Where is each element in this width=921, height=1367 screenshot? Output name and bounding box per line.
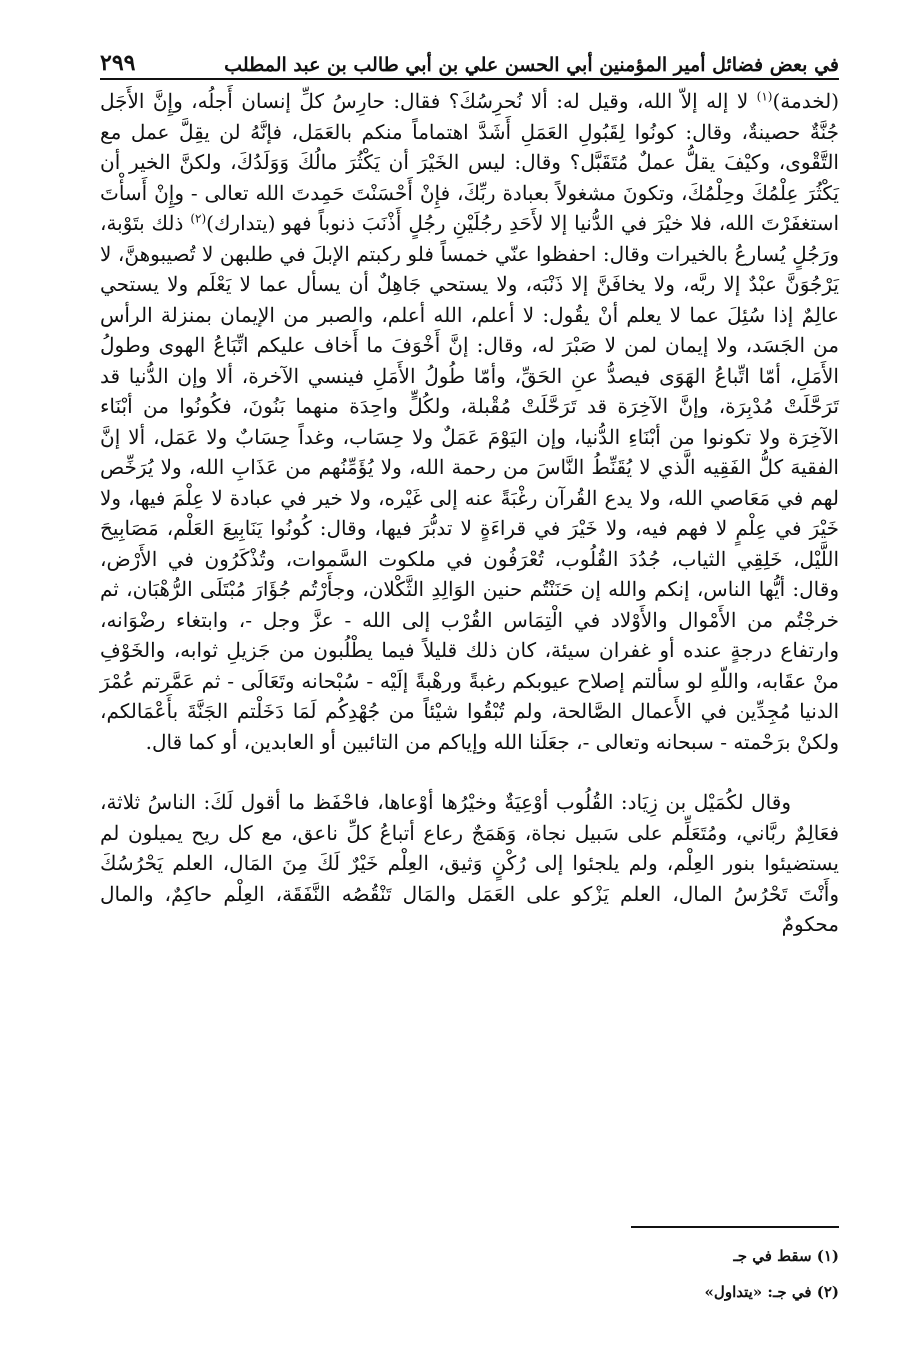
paragraph-2: وقال لكُمَيْل بن زِيَاد: القُلُوب أوْعِيَةٌ وخيْرُها أوْعاها، فاحْفَظ ما أقول لَكَ: الناسُ ثلاثة، فعَالِمٌ ربَّاني، ومُتَعَلِّم على سَبيل نجاة، وَهَمَجٌ رعاع أتباعُ كلِّ ناعق، مع كل ريح يميلون لم يستضيئوا بنور العِلْم، ولم يلجئوا إلى رُكْنٍ وَثيق، العِلْم خَيْرٌ لَكَ مِنَ المَال، العلم يَحْرُسُكَ وأَنْتَ تَحْرُسُ المال، العلم يَزْكو على العَمَل والمَال تَنْقُصُه النَّفَقَة، العِلْم حاكِمٌ، والمال محكومٌ: [100, 790, 840, 936]
footnote-1: (١) سقط في جـ: [733, 1247, 839, 1265]
running-head: [100, 44, 839, 76]
chapter-title: في بعض فضائل أمير المؤمنين أبي الحسن علي بن أبي طالب بن عبد المطلب: [224, 54, 839, 76]
paragraph-1-continuation: ذلك بتَوْبة، ورَجُلٍ يُسارعُ بالخيرات وقال: احفظوا عنّي خمساً فلو ركبتم الإبلَ في طلبهن لا تُصيبوهنَّ، لا يَرْجُوَنَّ عبْدٌ إلا ربَّه، ولا يخافَنَّ إلا ذَنْبَه، ولا يستحي جَاهِلٌ أن يسأل عما لا يَعْلَم ولا يستحي عالِمٌ إذا سُئِلَ عما لا يعلم أنْ يقُول: لا أعلم، الله أعلم، والصبر من الإيمان بمنزلة الرأس من الجَسَد، ولا إيمان لمن لا صَبْرَ له، وقال: إنَّ أَخْوَفَ ما أَخاف عليكم اتِّبَاعُ الهوى وطولُ الأَمَلِ، أمّا اتِّباعُ الهَوَى فيصدُّ عنِ الحَقِّ، وأمّا طُولُ الأَمَلِ فينسي الآخرة، ألا وإن الدُّنيا قد تَرَحَّلَتْ مُدْبِرَة، وإنَّ الآخِرَة قد تَرَحَّلَتْ مُقْبلة، ولكُلٍّ واحِدَة منهما بَنُونَ، فكُونُوا من أبْنَاء الآخِرَة ولا تكونوا من أبْنَاءِ الدُّنيا، وإن اليَوْمَ عَمَلٌ ولا حِسَاب، وغداً حِسَابٌ ولا عَمَل، ألا إنَّ الفقيهَ كلُّ الفَقِيه الَّذي لا يُقَنِّطُ النَّاسَ من رحمة الله، ولا يُؤَمِّنُهم من عَذَابِ الله، ولا يُرَخِّص لهم في مَعَاصي الله، ولا يدع القُرآن رغْبَةً عنه إلى غَيْره، ولا خير في عبادة لا عِلْمَ فيها، ولا خَيْرَ في عِلْمٍ لا فهم فيه، ولا خَيْرَ في قراءَةٍ لا تدبُّرَ فيها، وقال: كُونُوا يَنَابِيعَ العَلْم، مَصَابِيحَ اللَّيْل، خَلِقِي الثياب، جُدُدَ القُلُوب، تُعْرَفُون في ملكوت السَّموات، وتُذْكَرُون في الأَرْض، وقال: أيُّها الناس، إنكم والله إن حَنَنْتُم حنين الوَالِدِ الثَّكْلان، وجأَرْتُم جُؤَارَ مُبْتَلَى الرُّهْبَان، ثم خرجْتُم من الأَمْوال والأَوْلاد في الْتِمَاس القُرْب إلى الله - عزَّ وجل -، وابتغاء رضْوَانه، وارتفاع درجةٍ عنده أو غفران سيئة، كان ذلك قليلاً فيما يطْلُبون من جَزيلِ ثوابه، والخَوْفِ منْ عقَابه، واللّهِ لو سألتم إصلاح عيوبكم رغبةً ورهْبةً إلَيْه - سُبْحانه وتَعَالَى - ثم عَمَّرتم عُمْرَ الدنيا مُجِدِّين في الأَعمال الصَّالحة، ولم تُبْقُوا شيْئاً من جُهْدِكُم لَمَا دَخَلْتم الجَنَّةَ بأَعْمَالكم، ولكنْ برَحْمته - سبحانه وتعالى -، جعَلَنا الله وإياكم من التائبين أو العابدين، أو كما قال.: [100, 211, 839, 754]
paragraph-spacer: [100, 757, 839, 787]
footnote-2: (٢) في جـ: «يتداول»: [704, 1283, 839, 1301]
page-number: ٢٩٩: [100, 50, 136, 76]
footnote-ref-1: (١): [756, 89, 773, 104]
footnote-rule: [631, 1226, 839, 1228]
paragraph-1: [100, 86, 839, 757]
header-rule: [100, 78, 839, 80]
paragraph-1-opening: (لخدمة): [772, 89, 839, 113]
paragraph-1-text: لا إله إلاّ الله، وقيل له: ألا نُحرِسُكَ؟ فقال: حارِسُ كلِّ إنسان أَجلُه، وإِنَّ الأَجَل جُنَّةٌ حصينةٌ، وقال: كونُوا لِقَبُولِ العَمَلِ أَشَدَّ اهتماماً منكم بالعَمَل، فإنَّهُ لن يقِلَّ عمل مع التَّقْوى، وكيْفَ يقلُّ عملٌ مُتَقَبَّل؟ وقال: ليس الخَيْرَ أن يَكْثُرَ مالُكَ وَوَلَدُكَ، ولكنَّ الخير أن يَكْثُرَ عِلْمُكَ وحِلْمُكَ، وتكونَ مشغولاً بعبادة ربِّكَ، فإِنْ أَحْسَنْتَ حَمِدتَ الله تعالى - وإِنْ أَسأْتَ استغفَرْتَ الله، فلا خيْرَ في الدُّنيا إلا لأَحَدِ رجُلَيْنِ رجُلٍ أَذْنَبَ ذنوباً فهو (يتدارك): [100, 89, 840, 235]
main-text: [100, 86, 839, 940]
footnote-ref-2: (٢): [190, 211, 207, 226]
footnotes: [239, 1238, 839, 1310]
